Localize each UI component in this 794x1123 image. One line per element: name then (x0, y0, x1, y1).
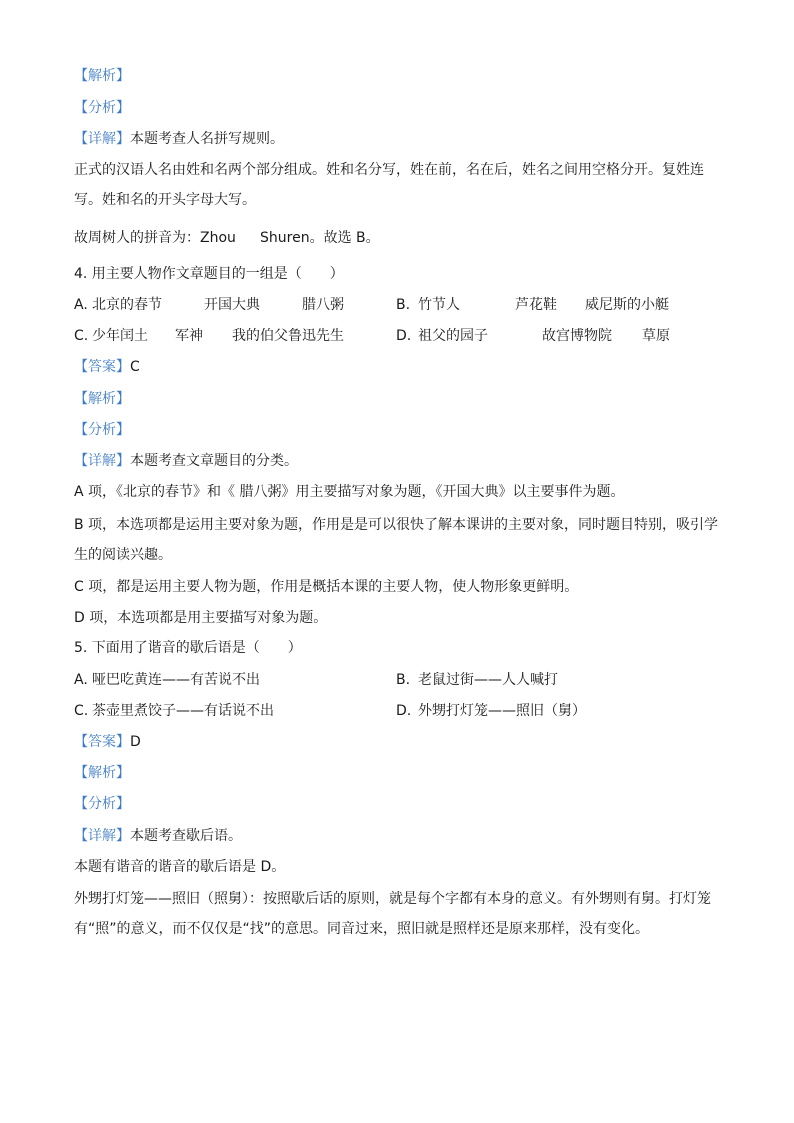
q5-analysis-line-3: 有“照”的意义，而不仅仅是“找”的意思。同音过来，照旧就是照样还是原来那样，没有变化。 (74, 921, 650, 937)
q5-option-d-label: D. (396, 703, 412, 719)
q4-xiangjie (74, 451, 298, 471)
q4-answer-tag: 【答案】 (74, 359, 130, 375)
q3-paragraph-line-1: 正式的汉语人名由姓和名两个部分组成。姓和名分写，姓在前，名在后，姓名之间用空格分开。复姓连 (74, 162, 704, 178)
q5-answer-value: D (130, 734, 141, 750)
q4-option-b-item: 竹节人 (418, 297, 460, 313)
q3-jiexi-heading: 【解析】 (74, 68, 130, 84)
q3-xiangjie-tag: 【详解】 (74, 131, 130, 147)
q4-option-a-item: 开国大典 (204, 297, 260, 313)
q4-option-a-item: 腊八粥 (302, 297, 344, 313)
q5-stem: 5. 下面用了谐音的歇后语是（ ） (74, 640, 302, 656)
q4-analysis-b-line-1: B 项，本选项都是运用主要对象为题，作用是是可以很快了解本课讲的主要对象，同时题目特别，吸引学 (74, 517, 719, 533)
q5-jiexi-heading: 【解析】 (74, 765, 130, 781)
q5-fenxi-heading: 【分析】 (74, 796, 130, 812)
q4-fenxi-heading: 【分析】 (74, 422, 130, 438)
q4-option-a-label: A. (74, 297, 88, 313)
q4-option-c-item: 我的伯父鲁迅先生 (232, 328, 344, 344)
q5-answer (74, 732, 141, 752)
q5-xiangjie (74, 826, 242, 846)
q5-option-d-text: 外甥打灯笼——照旧（舅） (418, 703, 586, 719)
q5-analysis-line-1: 本题有谐音的谐音的歇后语是 D。 (74, 859, 286, 875)
q4-option-d-label: D. (396, 328, 412, 344)
q4-answer-value: C (130, 359, 140, 375)
q3-pinyin-part-a: 故周树人的拼音为：Zhou (74, 230, 236, 246)
q4-stem: 4. 用主要人物作文章题目的一组是（ ） (74, 266, 344, 282)
q5-option-b-text: 老鼠过街——人人喊打 (418, 672, 558, 688)
q4-option-b-item: 威尼斯的小艇 (585, 297, 669, 313)
q3-xiangjie (74, 129, 284, 149)
q5-answer-tag: 【答案】 (74, 734, 130, 750)
q3-fenxi-heading: 【分析】 (74, 100, 130, 116)
q4-xiangjie-text: 本题考查文章题目的分类。 (130, 453, 298, 469)
q4-option-c-label: C. (74, 328, 89, 344)
q4-analysis-d: D 项，本选项都是用主要描写对象为题。 (74, 610, 328, 626)
q4-xiangjie-tag: 【详解】 (74, 453, 130, 469)
q4-option-b-label: B. (396, 297, 411, 313)
q5-option-a-text: 哑巴吃黄连——有苦说不出 (92, 672, 260, 688)
q4-option-c-item: 军神 (175, 328, 203, 344)
q5-option-a-label: A. (74, 672, 88, 688)
q4-option-d-item: 草原 (642, 328, 670, 344)
q4-analysis-b-line-2: 生的阅读兴趣。 (74, 547, 172, 563)
q3-pinyin-part-b: Shuren。故选 B。 (260, 230, 380, 246)
q4-option-c-item: 少年闰土 (92, 328, 148, 344)
q4-option-d-item: 祖父的园子 (418, 328, 488, 344)
q5-xiangjie-text: 本题考查歇后语。 (130, 828, 242, 844)
q3-paragraph-line-2: 写。姓和名的开头字母大写。 (74, 192, 256, 208)
q4-jiexi-heading: 【解析】 (74, 391, 130, 407)
q4-answer (74, 357, 140, 377)
q4-option-a-item: 北京的春节 (92, 297, 162, 313)
q4-analysis-a: A 项，《北京的春节》和《 腊八粥》用主要描写对象为题，《开国大典》以主要事件为题。 (74, 484, 625, 500)
q3-xiangjie-text: 本题考查人名拼写规则。 (130, 131, 284, 147)
q5-xiangjie-tag: 【详解】 (74, 828, 130, 844)
q5-analysis-line-2: 外甥打灯笼——照旧（照舅）：按照歇后话的原则，就是每个字都有本身的意义。有外甥则有舅。打灯笼 (74, 891, 711, 907)
q5-option-b-label: B. (396, 672, 411, 688)
q5-option-c-text: 茶壶里煮饺子——有话说不出 (92, 703, 274, 719)
q4-analysis-c: C 项，都是运用主要人物为题，作用是概括本课的主要人物，使人物形象更鲜明。 (74, 579, 579, 595)
q4-option-d-item: 故宫博物院 (542, 328, 612, 344)
q4-option-b-item: 芦花鞋 (515, 297, 557, 313)
q5-option-c-label: C. (74, 703, 89, 719)
